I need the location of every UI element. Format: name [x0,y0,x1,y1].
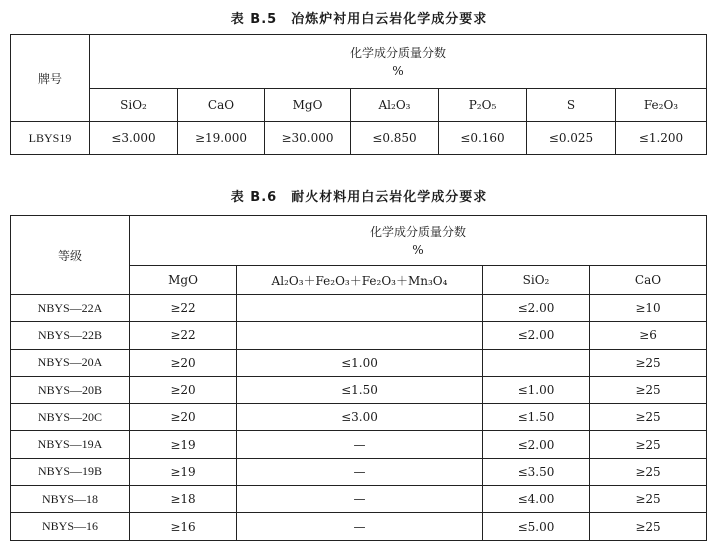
grade-cell: NBYS—19A [11,431,130,458]
table-row [11,122,707,155]
value-cell: ≤1.200 [616,122,707,155]
grade-cell: NBYS—20C [11,404,130,431]
value-cell: ≥25 [590,404,707,431]
value-cell: — [237,513,483,540]
column-header: SiO₂ [483,266,590,295]
grade-cell: NBYS—22B [11,322,130,349]
value-cell: ≥19.000 [178,122,265,155]
grade-cell: NBYS—22A [11,295,130,322]
value-cell: ≤0.160 [439,122,527,155]
value-cell: ≥22 [130,322,237,349]
value-cell: — [237,431,483,458]
value-cell: — [237,486,483,513]
value-cell: ≤3.50 [483,458,590,485]
value-cell: ≤2.00 [483,322,590,349]
value-cell: ≥25 [590,376,707,403]
column-header: Al₂O₃ [351,89,439,122]
value-cell: ≤1.00 [483,376,590,403]
value-cell: ≥6 [590,322,707,349]
table-row [11,458,707,485]
value-cell: ≤1.50 [483,404,590,431]
grade-cell: NBYS—16 [11,513,130,540]
column-header: Fe₂O₃ [616,89,707,122]
row-header-grade: 牌号 [11,35,90,122]
column-header: CaO [590,266,707,295]
unit-label: % [392,63,404,78]
table-row [11,404,707,431]
table-row [11,295,707,322]
value-cell: ≥20 [130,404,237,431]
value-cell [237,322,483,349]
group-header-label: 化学成分质量分数 [349,45,446,60]
value-cell: ≥25 [590,431,707,458]
value-cell: ≥25 [590,349,707,376]
value-cell: ≥20 [130,349,237,376]
value-cell [483,349,590,376]
value-cell: ≥30.000 [265,122,351,155]
value-cell: ≤2.00 [483,431,590,458]
column-header: P₂O₅ [439,89,527,122]
table-row [11,349,707,376]
table-row [11,513,707,540]
table-row [11,486,707,513]
column-header: Al₂O₃＋Fe₂O₃＋Fe₂O₃＋Mn₃O₄ [237,266,483,295]
group-header-label: 化学成分质量分数 [370,224,467,239]
value-cell: — [237,458,483,485]
table-b6-caption: 表 B.6 耐火材料用白云岩化学成分要求 [230,190,488,205]
value-cell: ≥19 [130,431,237,458]
row-header-grade: 等级 [11,216,130,295]
value-cell: ≥25 [590,458,707,485]
value-cell: ≤3.00 [237,404,483,431]
unit-label: % [412,242,424,257]
value-cell: ≥22 [130,295,237,322]
value-cell: ≥10 [590,295,707,322]
value-cell: ≥20 [130,376,237,403]
grade-cell: LBYS19 [11,122,90,155]
column-header: S [527,89,616,122]
column-header: MgO [130,266,237,295]
value-cell: ≤5.00 [483,513,590,540]
grade-cell: NBYS—19B [11,458,130,485]
value-cell: ≥16 [130,513,237,540]
table-row [11,322,707,349]
group-header [90,35,707,89]
value-cell: ≤2.00 [483,295,590,322]
column-header: MgO [265,89,351,122]
value-cell: ≤1.00 [237,349,483,376]
column-header: CaO [178,89,265,122]
value-cell: ≤3.000 [90,122,178,155]
grade-cell: NBYS—20A [11,349,130,376]
value-cell: ≤0.025 [527,122,616,155]
value-cell: ≥19 [130,458,237,485]
value-cell: ≤1.50 [237,376,483,403]
table-row [11,431,707,458]
value-cell [237,295,483,322]
value-cell: ≥25 [590,486,707,513]
value-cell: ≥25 [590,513,707,540]
grade-cell: NBYS—18 [11,486,130,513]
group-header [130,216,707,266]
table-b6 [10,215,707,541]
value-cell: ≤4.00 [483,486,590,513]
column-header: SiO₂ [90,89,178,122]
table-b5 [10,34,707,155]
grade-cell: NBYS—20B [11,376,130,403]
table-row [11,376,707,403]
value-cell: ≥18 [130,486,237,513]
table-b5-caption: 表 B.5 冶炼炉衬用白云岩化学成分要求 [230,12,488,27]
value-cell: ≤0.850 [351,122,439,155]
